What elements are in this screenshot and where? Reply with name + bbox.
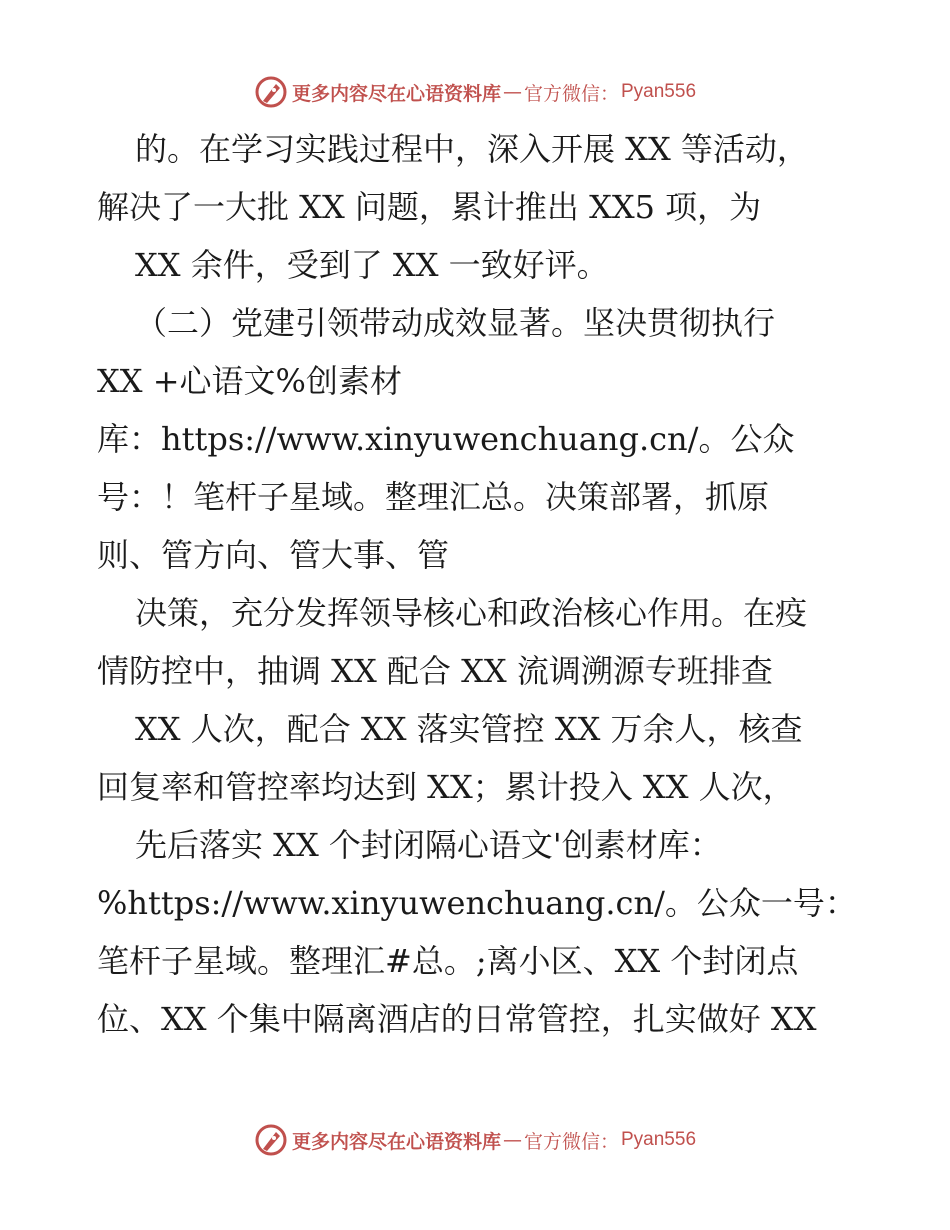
text-line-5: XX +心语文%创素材	[97, 362, 402, 400]
text-line-9: 决策，充分发挥领导核心和政治核心作用。在疫	[135, 594, 808, 632]
text-line-8: 则、管方向、管大事、管	[97, 536, 450, 574]
banner-wechat-label: 官方微信：	[523, 1130, 619, 1153]
text-line-12: 回复率和管控率均达到 XX；累计投入 XX 人次，	[97, 768, 795, 806]
bottom-banner	[0, 1120, 950, 1160]
banner-handle: Pyan556	[621, 1129, 697, 1150]
text-line-4: （二）党建引领带动成效显著。坚决贯彻执行	[135, 304, 776, 342]
top-banner	[0, 72, 950, 112]
text-line-1: 的。在学习实践过程中，深入开展 XX 等活动，	[135, 130, 809, 168]
text-line-11: XX 人次，配合 XX 落实管控 XX 万余人，核查	[135, 710, 803, 748]
banner-main-text: 更多内容尽在心语资料库	[291, 82, 501, 105]
banner-handle: Pyan556	[621, 81, 697, 102]
text-line-16: 位、XX 个集中隔离酒店的日常管控，扎实做好 XX	[97, 1000, 817, 1038]
banner-main-text: 更多内容尽在心语资料库	[291, 1130, 501, 1153]
text-line-14: %https://www.xinyuwenchuang.cn/。公众一号：	[97, 884, 857, 922]
pen-nib-logo-icon	[254, 75, 288, 109]
banner-dash: —	[502, 1129, 522, 1151]
text-line-10: 情防控中，抽调 XX 配合 XX 流调溯源专班排查	[97, 652, 773, 690]
text-line-13: 先后落实 XX 个封闭隔心语文'创素材库：	[135, 826, 722, 864]
text-line-15: 笔杆子星域。整理汇#总。;离小区、XX 个封闭点	[97, 942, 799, 980]
pen-nib-logo-icon	[254, 1123, 288, 1157]
text-line-6: 库：https://www.xinyuwenchuang.cn/。公众	[97, 420, 795, 458]
text-line-7: 号：！笔杆子星域。整理汇总。决策部署，抓原	[97, 478, 770, 516]
document-body	[97, 120, 867, 1048]
text-line-2: 解决了一大批 XX 问题，累计推出 XX5 项，为	[97, 188, 762, 226]
banner-wechat-label: 官方微信：	[523, 82, 619, 105]
banner-dash: —	[502, 81, 522, 103]
text-line-3: XX 余件，受到了 XX 一致好评。	[135, 246, 609, 284]
